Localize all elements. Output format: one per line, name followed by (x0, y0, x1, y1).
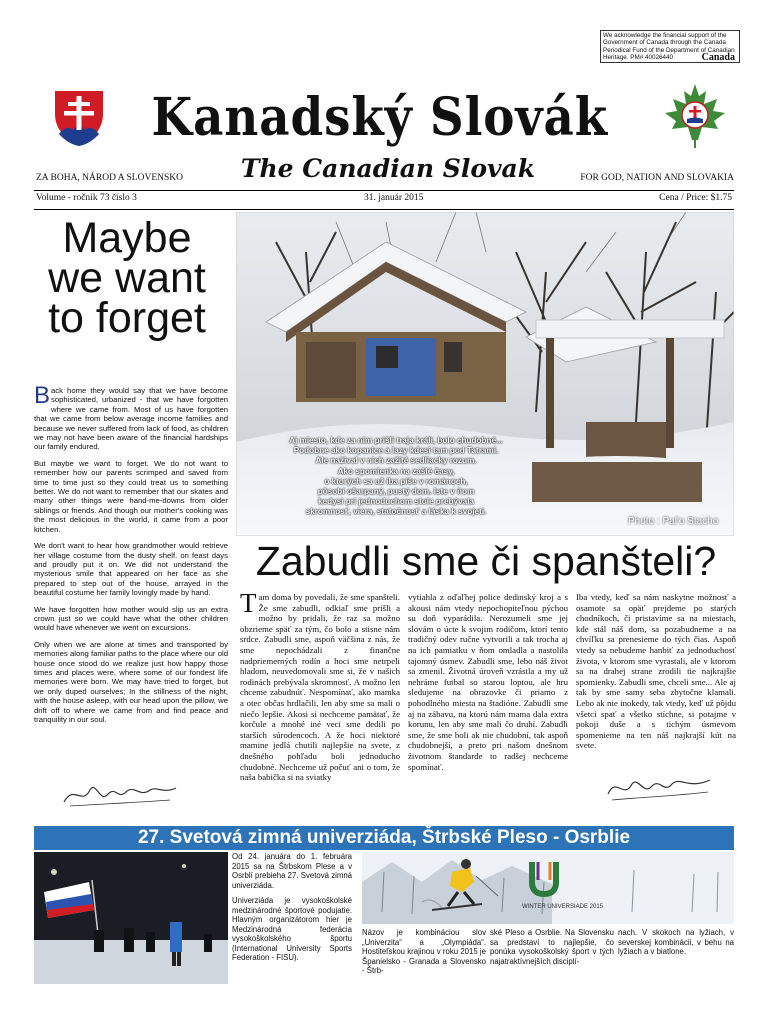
motto-english: FOR GOD, NATION AND SLOVAKIA (580, 173, 734, 183)
lead-paragraph: Only when we are alone at times and transported by memories along familiar paths to the place where our old house once stood do we realize just how happy those times and places were, where some of our fondest life memories were born. We may have tried to forget, but we only duped ourselves; In the stillness of the night, with the house asleep, with our head upon the pillow, we drift off to where we came from and find peace and tranquility in our soul. (34, 639, 228, 724)
universiade-logo-text: WINTER UNIVERSIADE 2015 (522, 904, 604, 910)
caption-line: Podobne ako kopanice a lazy kdesi tam pod Tatrami. (293, 446, 499, 456)
volume-number: Volume - ročník 73 číslo 3 (36, 193, 137, 203)
issue-price: Cena / Price: $1.75 (659, 193, 732, 203)
universiade-intro (232, 852, 352, 969)
universiade-paragraph: Univerziáda je vysokoškolské medzinárodné športové podujatie. Hlavným organizátorom hier je Medzinárodná federácia vysokoškolského športu (International University Sports Federation - FISU). (232, 896, 352, 962)
dropcap: B (34, 382, 51, 409)
funding-acknowledgement (600, 30, 740, 63)
dropcap: T (240, 588, 257, 618)
signature-image (604, 770, 714, 806)
slovak-coat-of-arms-icon (46, 84, 112, 150)
universiade-banner: 27. Svetová zimná univerziáda, Štrbské Pleso - Osrblie (34, 826, 734, 850)
issue-date: 31. január 2015 (364, 193, 424, 203)
lead-paragraph: But maybe we want to forget. We do not want to remember how our parents scrimped and saved from time to time just so they could treat us to something better. We do not want to remember that our skates and many other things were hand-me-downs from older siblings or friends. And though our mother's cooking was the most delicious in the world, it came from a poor kitchen. (34, 458, 228, 534)
masthead-title: Kanadský Slovák (151, 87, 609, 148)
universiade-paragraph: Od 24. januára do 1. februára 2015 sa na Štrbskom Plese a v Osrblí prebieha 27. Svetová zimná univerziáda. (232, 852, 352, 890)
issue-info-bar (34, 190, 734, 210)
masthead-subtitle: The Canadian Slovak (240, 154, 536, 183)
lead-paragraph: Back home they would say that we have become sophisticated, urbanized - that we have forgotten where we came from. Most of us have forgotten that we came from below average income families and because we never suffered from lack of food, as children we may not have been aware of the financial hardships our family endured. (34, 382, 228, 452)
opening-ceremony-photo (34, 852, 228, 984)
lead-article-headline: Maybe we want to forget (48, 214, 206, 342)
caption-line: Ale nažival v nich zažité sedliacky rozum. (315, 456, 477, 466)
photo-caption (276, 436, 516, 518)
signature-image (60, 776, 180, 812)
lead-paragraph: We don't want to hear how grandmother would retrieve her village costume from the dusty shelf. on feast days and proudly put it on. We did not understand the mysterious smile that appeared on her face as she prepared to step out of the house, arrayed in the beautiful costume her family lovingly made by hand. (34, 541, 228, 598)
slovak-article-column-1: Tam doma by povedali, že sme spanšteli. Že sme zabudli, odkiaľ sme prišli a možno by pridali, že raz sa možno obzrieme späť za tým, čo bolo a stisne nám srdce. Zabudli sme, aspoň väčšina z nás, že sme nepochádzali z finančne nadpriemerných rodín a hoci sme netrpeli hladom, neuvedomovali sme si, že v našich rodinách prebývala skromnosť. A možno len chceme zabudnúť. Nespomínať, ako mamka a otec občas hrdlačili, len aby sme sa mali o niečo lepšie. Akosi si nechceme pamätať, že korčule a mnohé iné veci sme dedili po starších súrodencoch. A že hoci niektoré mamine jedlá chutili najlepšie na svete, z dnešného pohľadu boli jednoducho chudobné. Nechceme už počuť ani o tom, že naša babička si na sviatky (240, 588, 400, 783)
maple-leaf-emblem-icon (662, 82, 728, 150)
caption-line: skromnosť, viera, statočnosť a láska k svojeti. (305, 507, 487, 517)
caption-line: kedysi pri jednoduchom stole prebývala (317, 497, 475, 507)
universiade-column-3: nach. V skokoch na lyžiach, v severskej kombinácii, v behu na lyžiach a v biatlone. (618, 928, 734, 956)
caption-line: o ktorých sa už iba píše v románoch, (324, 476, 468, 486)
caption-line: Ako spomienka na zašlé časy, (337, 466, 455, 476)
slovak-article-headline: Zabudli sme či spanšteli? (255, 538, 717, 584)
caption-line: Aj miesto, kde za nim prišli traja králi, bolo chudobné... (289, 436, 503, 445)
acknowledgement-text: We acknowledge the financial support of the Government of Canada through the Canada Periodical Fund of the Department of Canadian Heritage. PM# 40026440 (603, 32, 735, 61)
slovak-article-column-3: Iba vtedy, keď sa nám naskytne možnosť a osamote sa opäť prejdeme po starých chodníkoch, či pristavíme sa na miestach, kde stál náš dom, sa pozabudneme a na chvíľku sa prenesieme do tých čias. Aspoň vtedy sa nebudeme hanbiť za jednoduchosť života, v ktorom sme vyrastali, ale v ktorom sa na drahej strane zrodili tie najkrajšie spomienky. Zabudli sme, chceli sme... Ale aj tak by sme samy seba zbytočne klamali. Lebo ak nie inokedy, tak vtedy, keď už pôjdu všetci spať a všetko stíchne, si potajme v pokoji duše a s tichým úsmevom spomenieme na ten náš najkrajší kút na svete. (576, 592, 736, 751)
universiade-column-2: ské Pleso a Osrblie. Na Slovensku sa predstaví to najlepšie, čo ponúka vysokoškolský šport v tých najatraktívnejších disciplí- (490, 928, 614, 966)
photo-credit: Photo : Pal'o Stacho (628, 516, 719, 527)
skier-photo (362, 852, 734, 924)
canada-wordmark: Canada (701, 51, 735, 63)
slovak-article-column-2: vytiahla z oďaľhej police dedinský kroj a s akousi nám vtedy nepochopiteľnou pýchou su doň vyparádila. Nerozumeli sme jej slovám o úcte k svojim rodičom, ktorí tento tradičný odev ručne vytvorili a tak trocha aj na ich pamiatku v ňom omladla a nastolila tajomný úsmev. Zabudli sme, lebo náš život sa zmenil. Životná úroveň vzrástla a my už nehráme futbal so starou loptou, ale hru sledujeme na obrazovke či priamo z pohodlného miesta na štadióne. Zabudli sme aj na zábavu, na ktorú nám mama dala extra korunu, len aby sme mali čo druhí. Zabudli sme, že sme boli ak nie chudobní, tak aspoň chudobnejší, a preto pri našom dnešnom životnom štandarde to radšej nechceme spomínať. (408, 592, 568, 772)
lead-article-body (34, 382, 228, 731)
caption-line: pôsobí ošarpaný, pustý dom. Iste v ňom (317, 487, 475, 497)
universiade-column-1: Názov je kombináciou slov „Univerzita“ a „Olympiáda“. Hostiteľskou krajinou v roku 2015 je Španielsko - Granada a Slovensko - Štrb- (362, 928, 486, 975)
lead-paragraph: We have forgotten how mother would slip us an extra crown just so we could have what the other children would have whenever we went on excursions. (34, 604, 228, 633)
motto-slovak: ZA BOHA, NÁROD A SLOVENSKO (36, 173, 183, 183)
